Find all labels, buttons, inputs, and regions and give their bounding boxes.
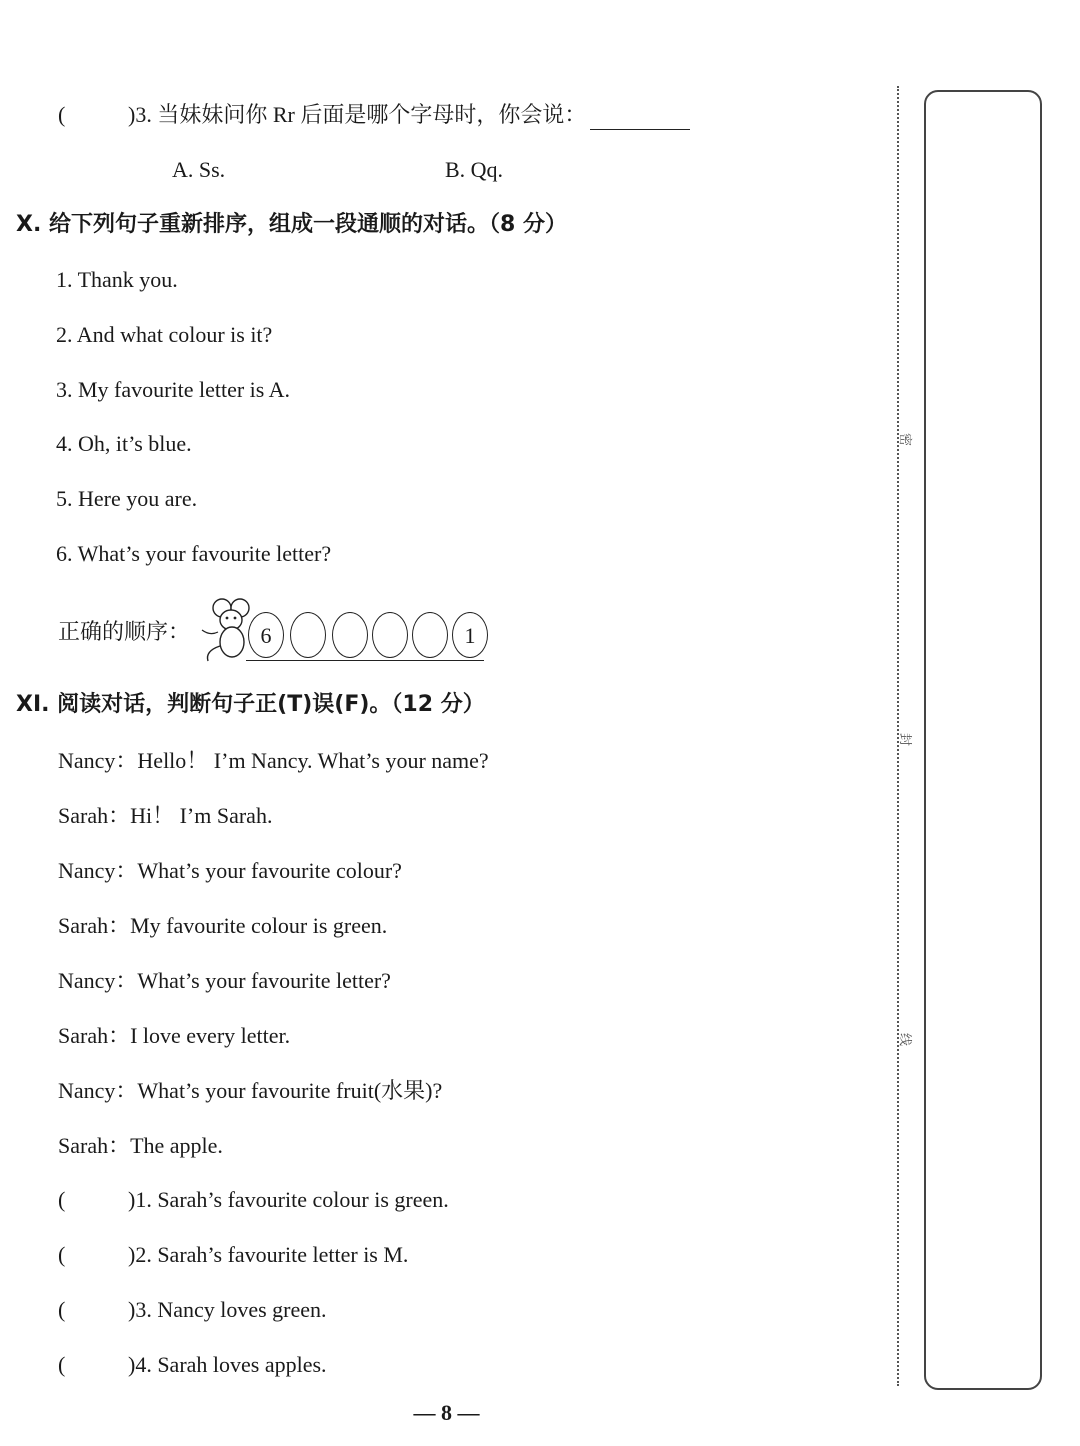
- binding-char: 封: [897, 732, 913, 747]
- sentence-item: 5. Here you are.: [56, 486, 198, 511]
- question-3-prev: ( )3. 当妹妹问你 Rr 后面是哪个字母时，你会说：: [58, 100, 690, 130]
- order-label: 正确的顺序：: [58, 620, 191, 645]
- sentence-item: 3. My favourite letter is A.: [56, 377, 291, 402]
- option-b: B. Qq.: [445, 157, 504, 182]
- order-circle[interactable]: 6: [248, 612, 284, 658]
- binding-char: 密: [897, 432, 913, 447]
- order-circle[interactable]: [332, 612, 368, 658]
- section-xi-heading: XI. 阅读对话，判断句子正(T)误(F)。（12 分）: [16, 692, 485, 717]
- binding-char: 线: [897, 1032, 913, 1047]
- order-answer-row: [246, 612, 486, 664]
- order-baseline: [246, 660, 484, 661]
- page-number: — 8 —: [413, 1400, 480, 1425]
- dialogue-line: Nancy：Hello！ I’m Nancy. What’s your name?: [58, 748, 489, 773]
- section-x-heading: X. 给下列句子重新排序，组成一段通顺的对话。（8 分）: [16, 212, 567, 237]
- answer-paren[interactable]: (: [58, 1187, 66, 1212]
- dialogue-line: Nancy：What’s your favourite fruit(水果)?: [58, 1078, 443, 1103]
- dialogue-line: Sarah：Hi！ I’m Sarah.: [58, 803, 273, 828]
- dialogue-line: Nancy：What’s your favourite colour?: [58, 858, 402, 883]
- sentence-item: 1. Thank you.: [56, 267, 178, 292]
- tf-question: ( )3. Nancy loves green.: [58, 1295, 327, 1325]
- dialogue-line: Sarah：I love every letter.: [58, 1023, 291, 1048]
- order-circle[interactable]: [372, 612, 408, 658]
- tf-question: ( )2. Sarah’s favourite letter is M.: [58, 1240, 408, 1270]
- sentence-item: 4. Oh, it’s blue.: [56, 431, 192, 456]
- tf-question: ( )1. Sarah’s favourite colour is green.: [58, 1185, 449, 1215]
- order-circle[interactable]: [412, 612, 448, 658]
- order-circle[interactable]: 1: [452, 612, 488, 658]
- answer-paren[interactable]: (: [58, 1242, 66, 1267]
- order-circle[interactable]: [290, 612, 326, 658]
- dialogue-line: Sarah：The apple.: [58, 1133, 223, 1158]
- question-3-text: 当妹妹问你 Rr 后面是哪个字母时，你会说：: [157, 102, 587, 127]
- answer-paren[interactable]: (: [58, 1297, 66, 1322]
- sentence-item: 2. And what colour is it?: [56, 322, 273, 347]
- binding-box: [924, 90, 1042, 1390]
- answer-paren[interactable]: (: [58, 1352, 66, 1377]
- option-a: A. Ss.: [172, 157, 226, 182]
- answer-blank[interactable]: [590, 107, 690, 130]
- dialogue-line: Nancy：What’s your favourite letter?: [58, 968, 391, 993]
- tf-question: ( )4. Sarah loves apples.: [58, 1350, 327, 1380]
- sentence-item: 6. What’s your favourite letter?: [56, 541, 332, 566]
- dialogue-line: Sarah：My favourite colour is green.: [58, 913, 388, 938]
